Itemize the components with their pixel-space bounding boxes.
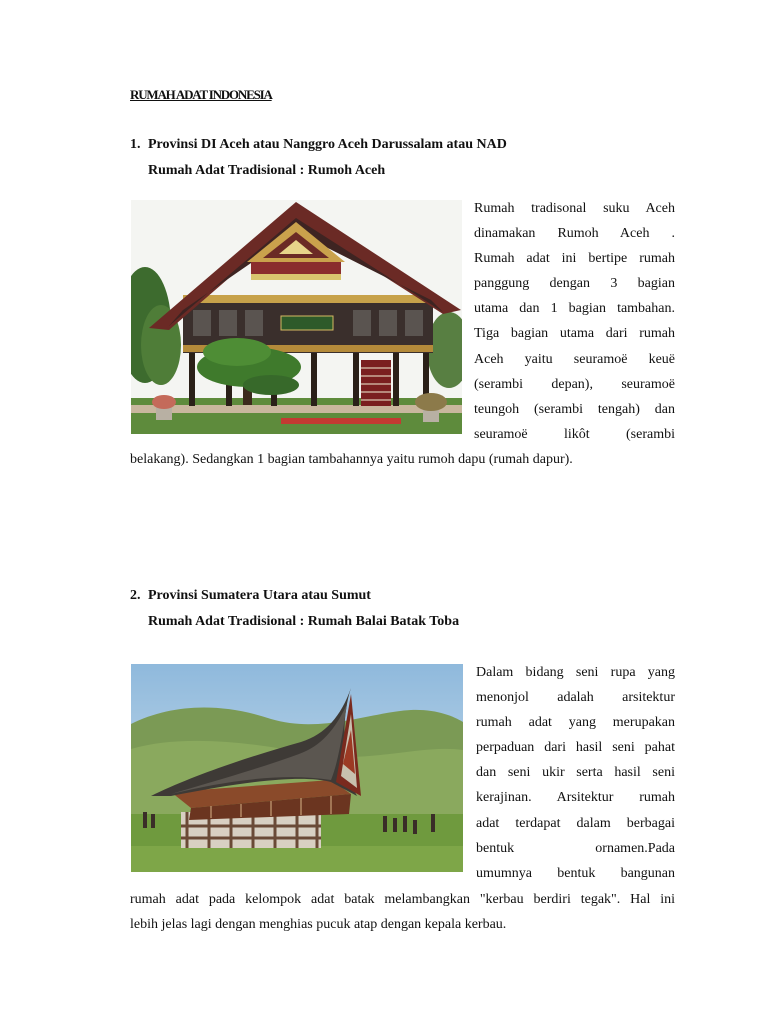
paragraph-line: adat terdapat dalam berbagai (476, 815, 675, 831)
batak-toba-illustration (131, 664, 463, 872)
section-2-heading (130, 588, 371, 604)
paragraph-line: dinamakan Rumoh Aceh . (474, 226, 675, 242)
section-1-heading (130, 137, 507, 153)
batak-toba-photo (131, 664, 463, 872)
section-2-continuation (130, 887, 675, 937)
paragraph-line: utama dan 1 bagian tambahan. (474, 301, 675, 317)
paragraph-line: Tiga bagian utama dari rumah (474, 326, 675, 342)
section-2-number: 2. (130, 588, 141, 603)
paragraph-line: Dalam bidang seni rupa yang (476, 665, 675, 680)
section-1-side-text (474, 196, 675, 447)
paragraph-line: dan seni ukir serta hasil seni (476, 765, 675, 781)
paragraph-line: teungoh (serambi tengah) dan (474, 401, 675, 417)
rumoh-aceh-photo (131, 200, 462, 434)
section-1-province: Provinsi DI Aceh atau Nanggro Aceh Darussalam atau NAD (148, 137, 507, 152)
paragraph-line: rumah adat pada kelompok adat batak melambangkan "kerbau berdiri tegak". Hal ini (130, 892, 675, 907)
rumoh-aceh-illustration (131, 200, 462, 434)
paragraph-line: belakang). Sedangkan 1 bagian tambahannya yaitu rumoh dapu (rumah dapur). (130, 452, 573, 467)
paragraph-line: umumnya bentuk bangunan (476, 865, 675, 881)
section-2-side-text (476, 660, 675, 886)
section-1-continuation (130, 447, 675, 472)
paragraph-line: menonjol adalah arsitektur (476, 690, 675, 706)
paragraph-line: Rumah adat ini bertipe rumah (474, 251, 675, 267)
section-1-house-name: Rumah Adat Tradisional : Rumoh Aceh (148, 163, 386, 178)
paragraph-line: Rumah tradisonal suku Aceh (474, 201, 675, 216)
paragraph-line: bentuk ornamen.Pada (476, 840, 675, 856)
paragraph-line: lebih jelas lagi dengan menghias pucuk atap dengan kepala kerbau. (130, 917, 507, 933)
paragraph-line: rumah adat yang merupakan (476, 715, 675, 731)
section-2-house-name: Rumah Adat Tradisional : Rumah Balai Batak Toba (148, 614, 460, 629)
section-1-number: 1. (130, 137, 141, 152)
section-2-province: Provinsi Sumatera Utara atau Sumut (148, 588, 371, 603)
paragraph-line: Aceh yaitu seuramoë keuë (474, 351, 675, 367)
paragraph-line: (serambi depan), seuramoë (474, 376, 675, 392)
page-title: RUMAH ADAT INDONESIA (130, 87, 272, 102)
paragraph-line: kerajinan. Arsitektur rumah (476, 790, 675, 806)
paragraph-line: seuramoë likôt (serambi (474, 426, 675, 442)
paragraph-line: perpaduan dari hasil seni pahat (476, 740, 675, 756)
paragraph-line: panggung dengan 3 bagian (474, 276, 675, 292)
